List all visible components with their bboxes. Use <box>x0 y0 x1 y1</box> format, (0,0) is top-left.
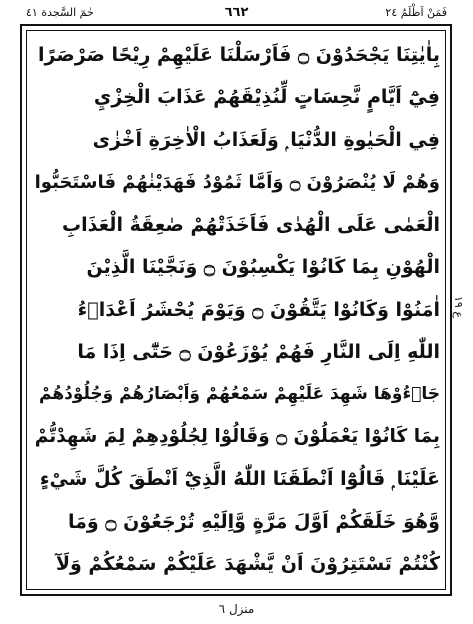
text-line-6: الْهُوْنِ بِمَا كَانُوْا يَكْسِبُوْنَ ۝ وَنَجَّيْنَا الَّذِيْنَ <box>86 256 440 279</box>
text-line-8: اللّٰهِ اِلَى النَّارِ فَهُمْ يُوْزَعُوْنَ ۝ حَتّٰٓى اِذَا مَا <box>77 341 440 364</box>
manzil-footer: منزل ٦ <box>218 602 255 616</box>
text-line-11: عَلَيْنَا ۭ قَالُوْٓا اَنْطَقَنَا اللّٰهُ الَّذِيْٓ اَنْطَقَ كُلَّ شَيْءٍ <box>39 468 440 491</box>
text-line-12: وَّهُوَ خَلَقَكُمْ اَوَّلَ مَرَّةٍ وَّاِلَيْهِ تُرْجَعُوْنَ ۝ وَمَا <box>68 510 440 533</box>
juz-title: فَمَنْ اَظْلَمُ ٢٤ <box>385 6 447 19</box>
text-line-3: فِي الْحَيٰوةِ الدُّنْيَا ۭ وَلَعَذَابُ الْاٰخِرَةِ اَخْزٰى <box>92 128 440 151</box>
text-line-4: وَهُمْ لَا يُنْصَرُوْنَ ۝ وَاَمَّا ثَمُوْدُ فَهَدَيْنٰهُمْ فَاسْتَحَبُّوا <box>34 171 440 193</box>
text-line-13: كُنْتُمْ تَسْتَتِرُوْنَ اَنْ يَّشْهَدَ عَلَيْكُمْ سَمْعُكُمْ وَلَآ <box>55 553 440 576</box>
text-line-5: الْعَمٰى عَلَى الْهُدٰى فَاَخَذَتْهُمْ صٰعِقَةُ الْعَذَابِ <box>62 213 440 236</box>
text-line-7: اٰمَنُوْا وَكَانُوْا يَتَّقُوْنَ ۝ وَيَوْمَ يُحْشَرُ اَعْدَاۗءُ <box>77 298 440 321</box>
text-line-2: فِيْٓ اَيَّامٍ نَّحِسَاتٍ لِّنُذِيْقَهُمْ عَذَابَ الْخِزْيِ <box>93 86 440 109</box>
page-number: ٦٦٢ <box>224 5 249 20</box>
text-line-1: بِاٰيٰتِنَا يَجْحَدُوْنَ ۝ فَاَرْسَلْنَا عَلَيْهِمْ رِيْحًا صَرْصَرًا <box>38 43 440 66</box>
text-line-9: جَاۗءُوْهَا شَهِدَ عَلَيْهِمْ سَمْعُهُمْ وَاَبْصَارُهُمْ وَجُلُوْدُهُمْ <box>38 384 440 405</box>
text-line-10: بِمَا كَانُوْا يَعْمَلُوْنَ ۝ وَقَالُوْا لِجُلُوْدِهِمْ لِمَ شَهِدْتُّمْ <box>34 426 440 448</box>
verse-text-block <box>30 34 442 586</box>
ruku-margin-marker: ع ١٩ <box>452 296 465 318</box>
surah-title: حٰمٓ السَّجدة ٤١ <box>26 6 94 19</box>
